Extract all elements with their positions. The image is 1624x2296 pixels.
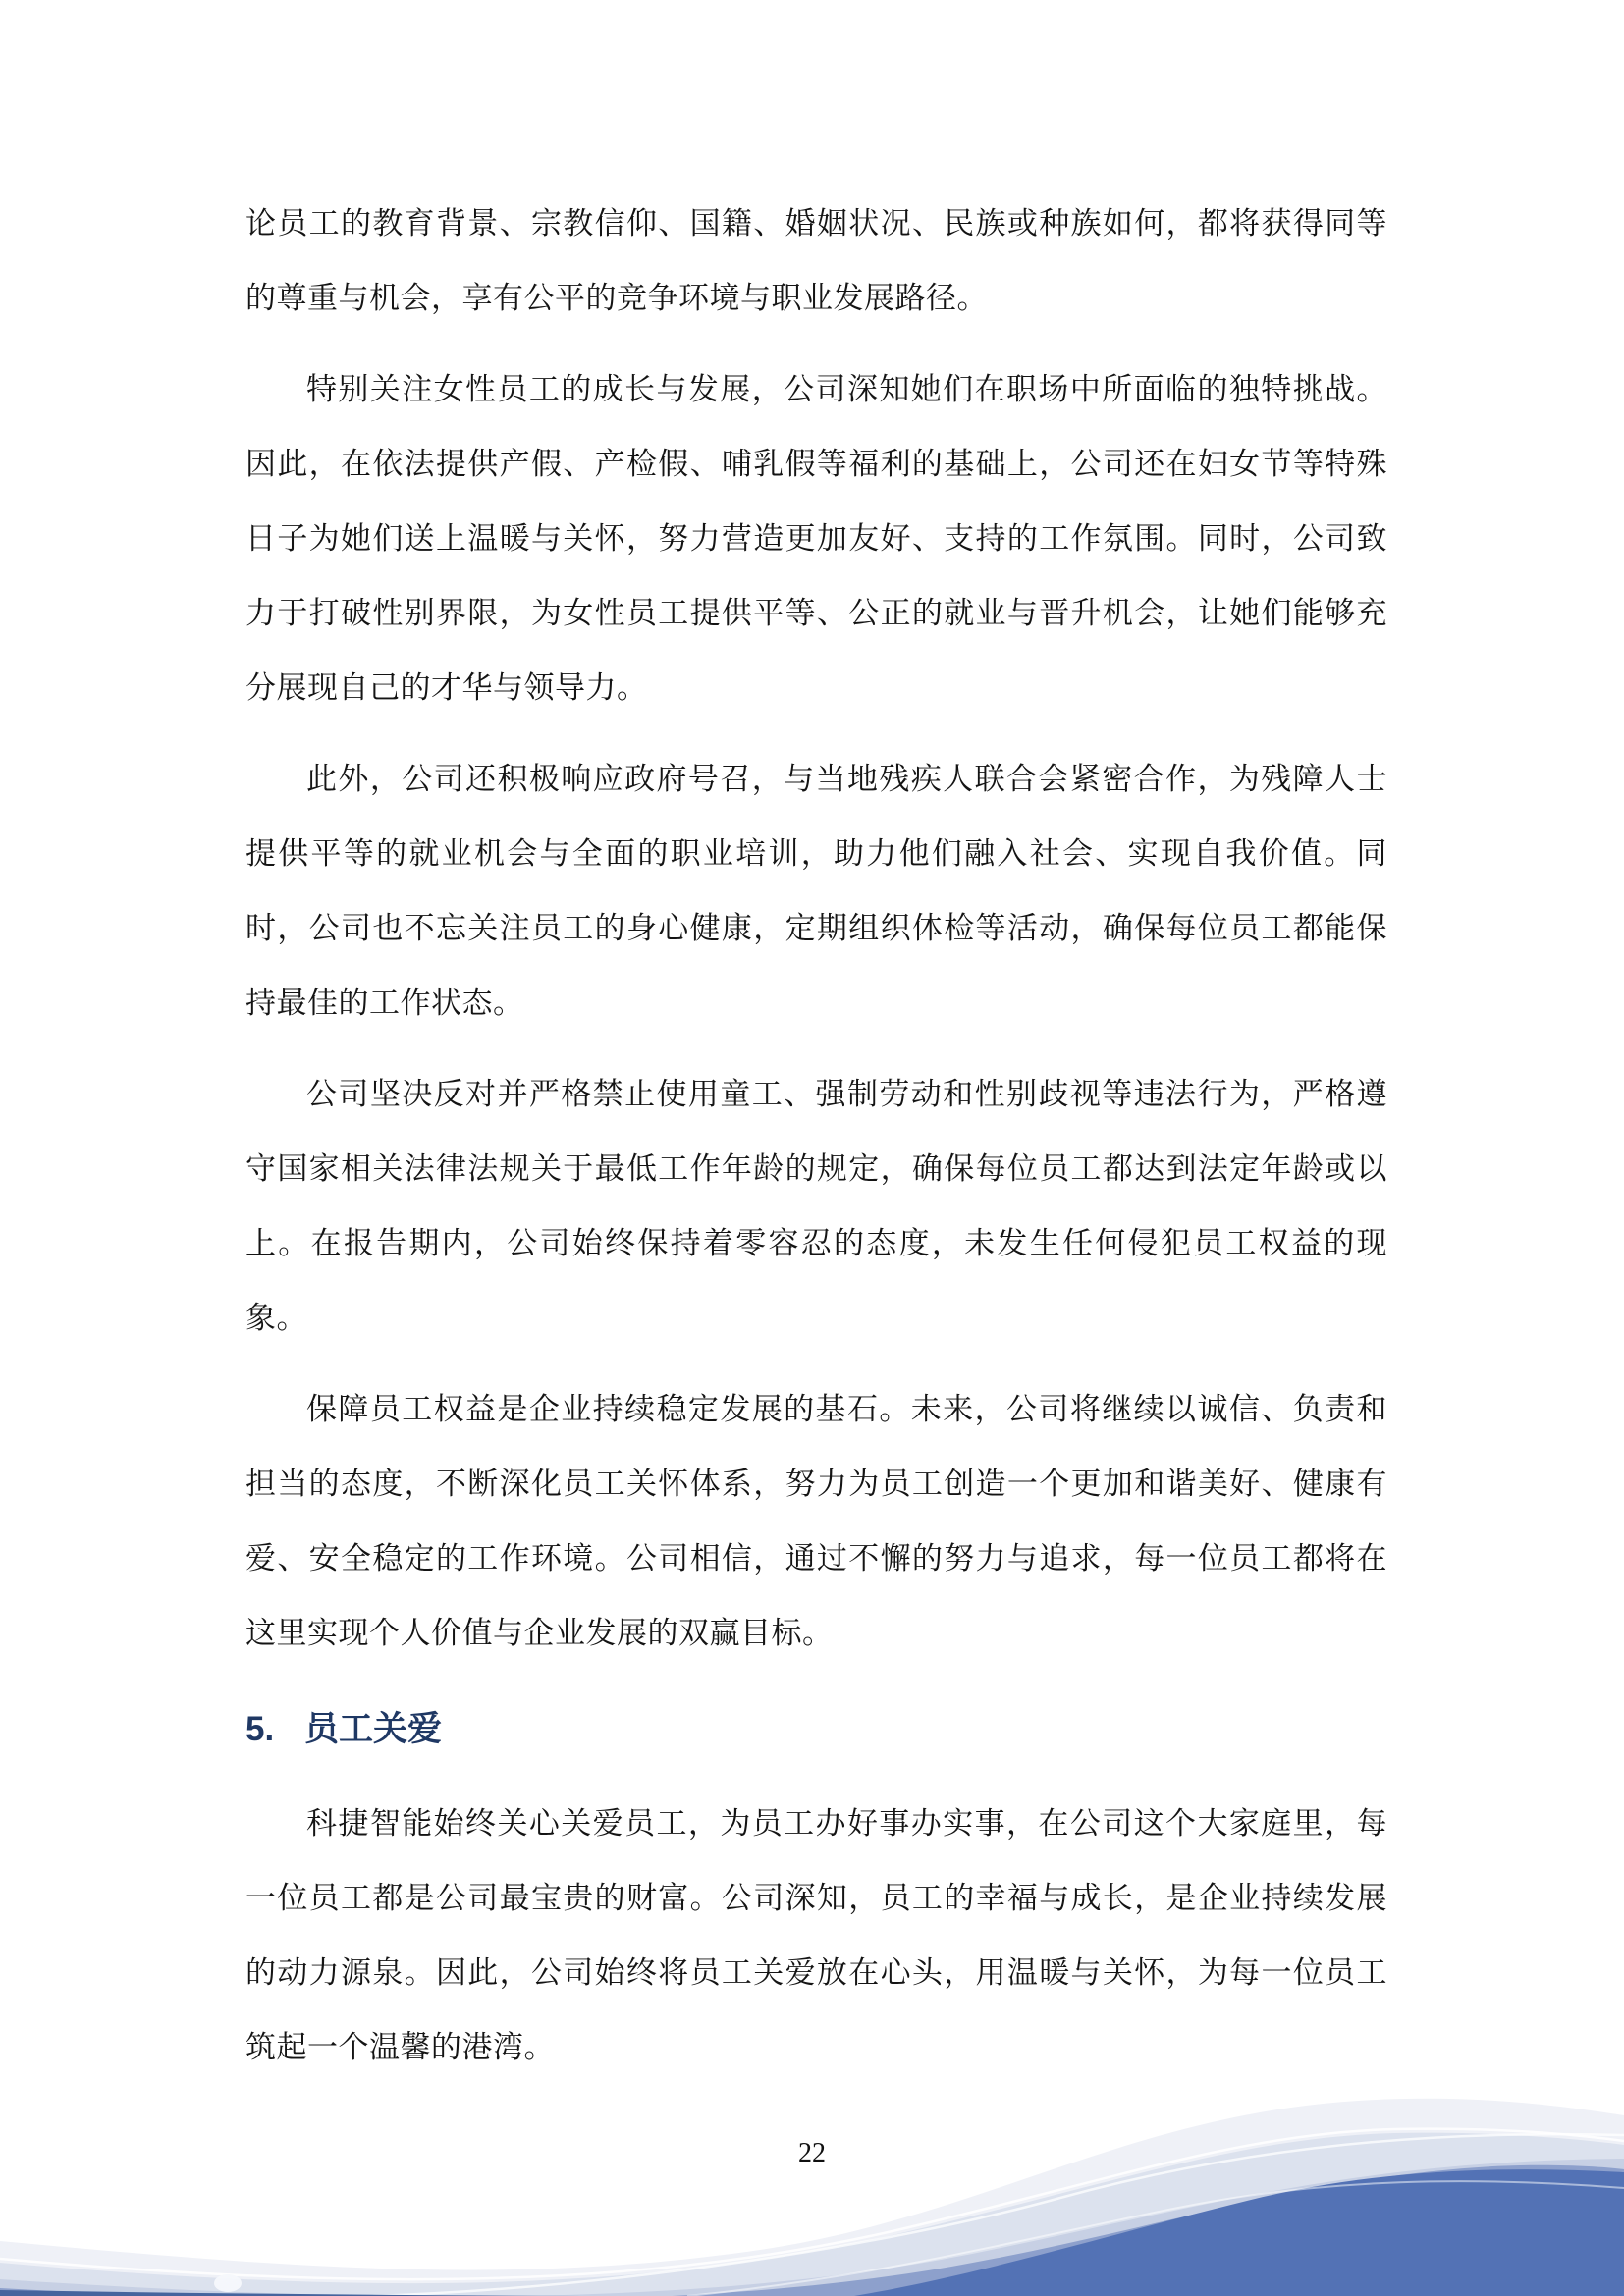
page-number: 22 bbox=[798, 2138, 826, 2168]
body-paragraph: 此外，公司还积极响应政府号召，与当地残疾人联合会紧密合作，为残障人士提供平等的就业机会与全面的职业培训，助力他们融入社会、实现自我价值。同时，公司也不忘关注员工的身心健康，定期组织体检等活动，确保每位员工都能保持最佳的工作状态。 bbox=[245, 762, 1387, 1020]
body-paragraph: 科捷智能始终关心关爱员工，为员工办好事办实事，在公司这个大家庭里，每一位员工都是公司最宝贵的财富。公司深知，员工的幸福与成长，是企业持续发展的动力源泉。因此，公司始终将员工关爱放在心头，用温暖与关怀，为每一位员工筑起一个温馨的港湾。 bbox=[245, 1806, 1387, 2064]
body-paragraph-continuation: 论员工的教育背景、宗教信仰、国籍、婚姻状况、民族或种族如何，都将获得同等的尊重与机会，享有公平的竞争环境与职业发展路径。 bbox=[245, 206, 1387, 315]
section-title: 员工关爱 bbox=[304, 1710, 443, 1748]
section-heading bbox=[245, 1700, 1387, 1759]
body-paragraph: 公司坚决反对并严格禁止使用童工、强制劳动和性别歧视等违法行为，严格遵守国家相关法律法规关于最低工作年龄的规定，确保每位员工都达到法定年龄或以上。在报告期内，公司始终保持着零容忍的态度，未发生任何侵犯员工权益的现象。 bbox=[245, 1077, 1387, 1335]
section-number: 5. bbox=[245, 1710, 275, 1748]
body-paragraph: 特别关注女性员工的成长与发展，公司深知她们在职场中所面临的独特挑战。因此，在依法提供产假、产检假、哺乳假等福利的基础上，公司还在妇女节等特殊日子为她们送上温暖与关怀，努力营造更加友好、支持的工作氛围。同时，公司致力于打破性别界限，为女性员工提供平等、公正的就业与晋升机会，让她们能够充分展现自己的才华与领导力。 bbox=[245, 372, 1387, 705]
page-body-text bbox=[245, 187, 1387, 2102]
wave-dot-accent bbox=[214, 2274, 242, 2292]
body-paragraph: 保障员工权益是企业持续稳定发展的基石。未来，公司将继续以诚信、负责和担当的态度，不断深化员工关怀体系，努力为员工创造一个更加和谐美好、健康有爱、安全稳定的工作环境。公司相信，通过不懈的努力与追求，每一位员工都将在这里实现个人价值与企业发展的双赢目标。 bbox=[245, 1392, 1387, 1650]
